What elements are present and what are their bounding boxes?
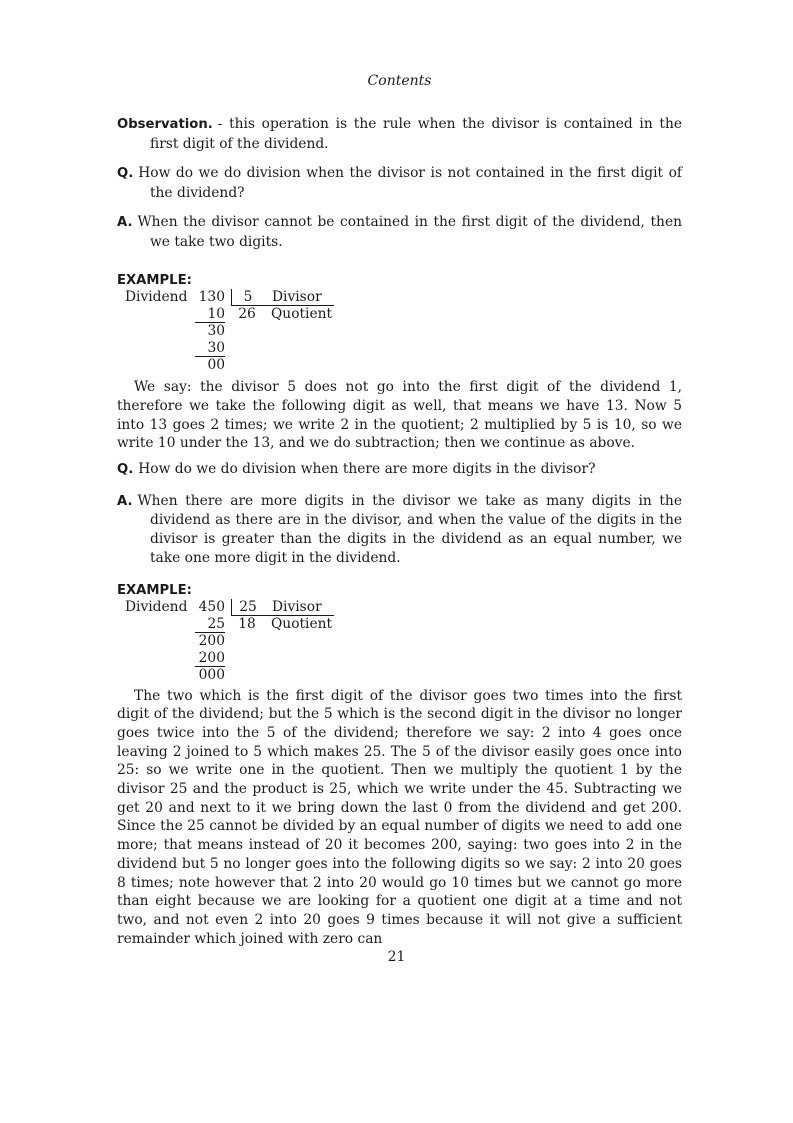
observation-item (117, 115, 682, 153)
division-1-row-5 (117, 357, 682, 374)
product-1-value-2: 25 (195, 616, 225, 633)
quotient-value: 26 (238, 306, 256, 323)
divisor-box (231, 289, 334, 306)
page-number: 21 (387, 949, 406, 965)
division-2-row-4 (117, 650, 682, 667)
remainder-1-value: 30 (207, 323, 225, 340)
remainder-2-value: 00 (207, 357, 225, 374)
question-1-text: How do we do division when the divisor is not contained in the first digit of the dividend? (138, 165, 682, 202)
divisor-box-2 (231, 599, 334, 616)
answer-1 (117, 213, 682, 251)
question-1-label: Q. (117, 166, 134, 182)
divisor-label: Divisor (272, 289, 322, 306)
divisor-value-2: 25 (239, 598, 257, 615)
running-header: Contents (367, 73, 432, 89)
answer-2-text: When there are more digits in the divisor we take as many digits in the dividend as there are in the divisor, and when the value of the digits in the divisor is greater than the digits in the dividend as an equal number, we take one more digit in the dividend. (137, 492, 682, 566)
answer-1-text: When the divisor cannot be contained in the first digit of the dividend, then we take two digits. (137, 213, 682, 250)
division-1-row-4 (117, 340, 682, 357)
dividend-label-2: Dividend (125, 598, 188, 615)
example-2-heading: EXAMPLE: (117, 582, 192, 598)
dividend-value: 130 (198, 289, 225, 306)
example-2 (117, 583, 682, 684)
paragraph-2: The two which is the first digit of the divisor goes two times into the first digit of the dividend; but the 5 which is the second digit in the divisor no longer goes twice into the 5 of the dividend; therefore we say: 2 into 4 goes once leaving 2 joined to 5 which makes 25. The 5 of the divisor easily goes once into 25: so we write one in the quotient. Then we multiply the quotient 1 by the divisor 25 and the product is 25, which we write under the 45. Subtracting we get 20 and next to it we bring down the last 0 from the dividend and get 200. Since the 25 cannot be divided by an equal number of digits we need to add one more; that means instead of 20 it becomes 200, saying: two goes into 2 in the dividend but 5 no longer goes into the following digits so we say: 2 into 20 goes 8 times; note however that 2 into 20 would go 10 times but we cannot go more than eight because we are looking for a quotient one digit at a time and not two, and not even 2 into 20 goes 9 times because it will not give a sufficient remainder which joined with zero can (117, 687, 682, 947)
remainder-1-value-2: 200 (198, 632, 225, 649)
paragraph-1: We say: the divisor 5 does not go into the first digit of the dividend 1, therefore we take the following digit as well, that means we have 13. Now 5 into 13 goes 2 times; we write 2 in the quotient; 2 multiplied by 5 is 10, so we write 10 under the 13, and we do subtraction; then we continue as above. (117, 379, 682, 452)
question-2 (117, 460, 682, 480)
answer-2 (117, 492, 682, 568)
division-1-row-2 (117, 306, 682, 323)
quotient-box (231, 306, 333, 323)
division-2-row-1 (117, 599, 682, 616)
answer-2-label: A. (117, 493, 133, 509)
quotient-value-2: 18 (238, 615, 256, 632)
question-2-text: How do we do division when there are more digits in the divisor? (138, 461, 596, 478)
example-1 (117, 273, 682, 374)
observation-label: Observation. (117, 117, 213, 132)
answer-1-label: A. (117, 214, 133, 230)
question-2-label: Q. (117, 462, 134, 478)
quotient-label: Quotient (271, 306, 333, 323)
product-2-value-2: 200 (195, 650, 225, 667)
remainder-2-value-2: 000 (198, 666, 225, 683)
dividend-value-2: 450 (198, 598, 225, 615)
dividend-label: Dividend (125, 289, 188, 306)
divisor-value: 5 (243, 289, 253, 306)
product-2-value: 30 (195, 340, 225, 357)
division-1-row-1 (117, 289, 682, 306)
division-2-row-3 (117, 633, 682, 650)
product-1-value: 10 (195, 306, 225, 323)
quotient-label-2: Quotient (271, 615, 333, 632)
division-2-row-5 (117, 667, 682, 684)
division-layout-1 (117, 289, 682, 374)
division-1-row-3 (117, 323, 682, 340)
question-1 (117, 164, 682, 202)
division-2-row-2 (117, 616, 682, 633)
divisor-label-2: Divisor (272, 598, 322, 615)
example-1-heading: EXAMPLE: (117, 273, 192, 289)
observation-text: - this operation is the rule when the divisor is contained in the first digit of the dividend. (150, 116, 682, 152)
quotient-box-2 (231, 616, 333, 633)
division-layout-2 (117, 599, 682, 684)
